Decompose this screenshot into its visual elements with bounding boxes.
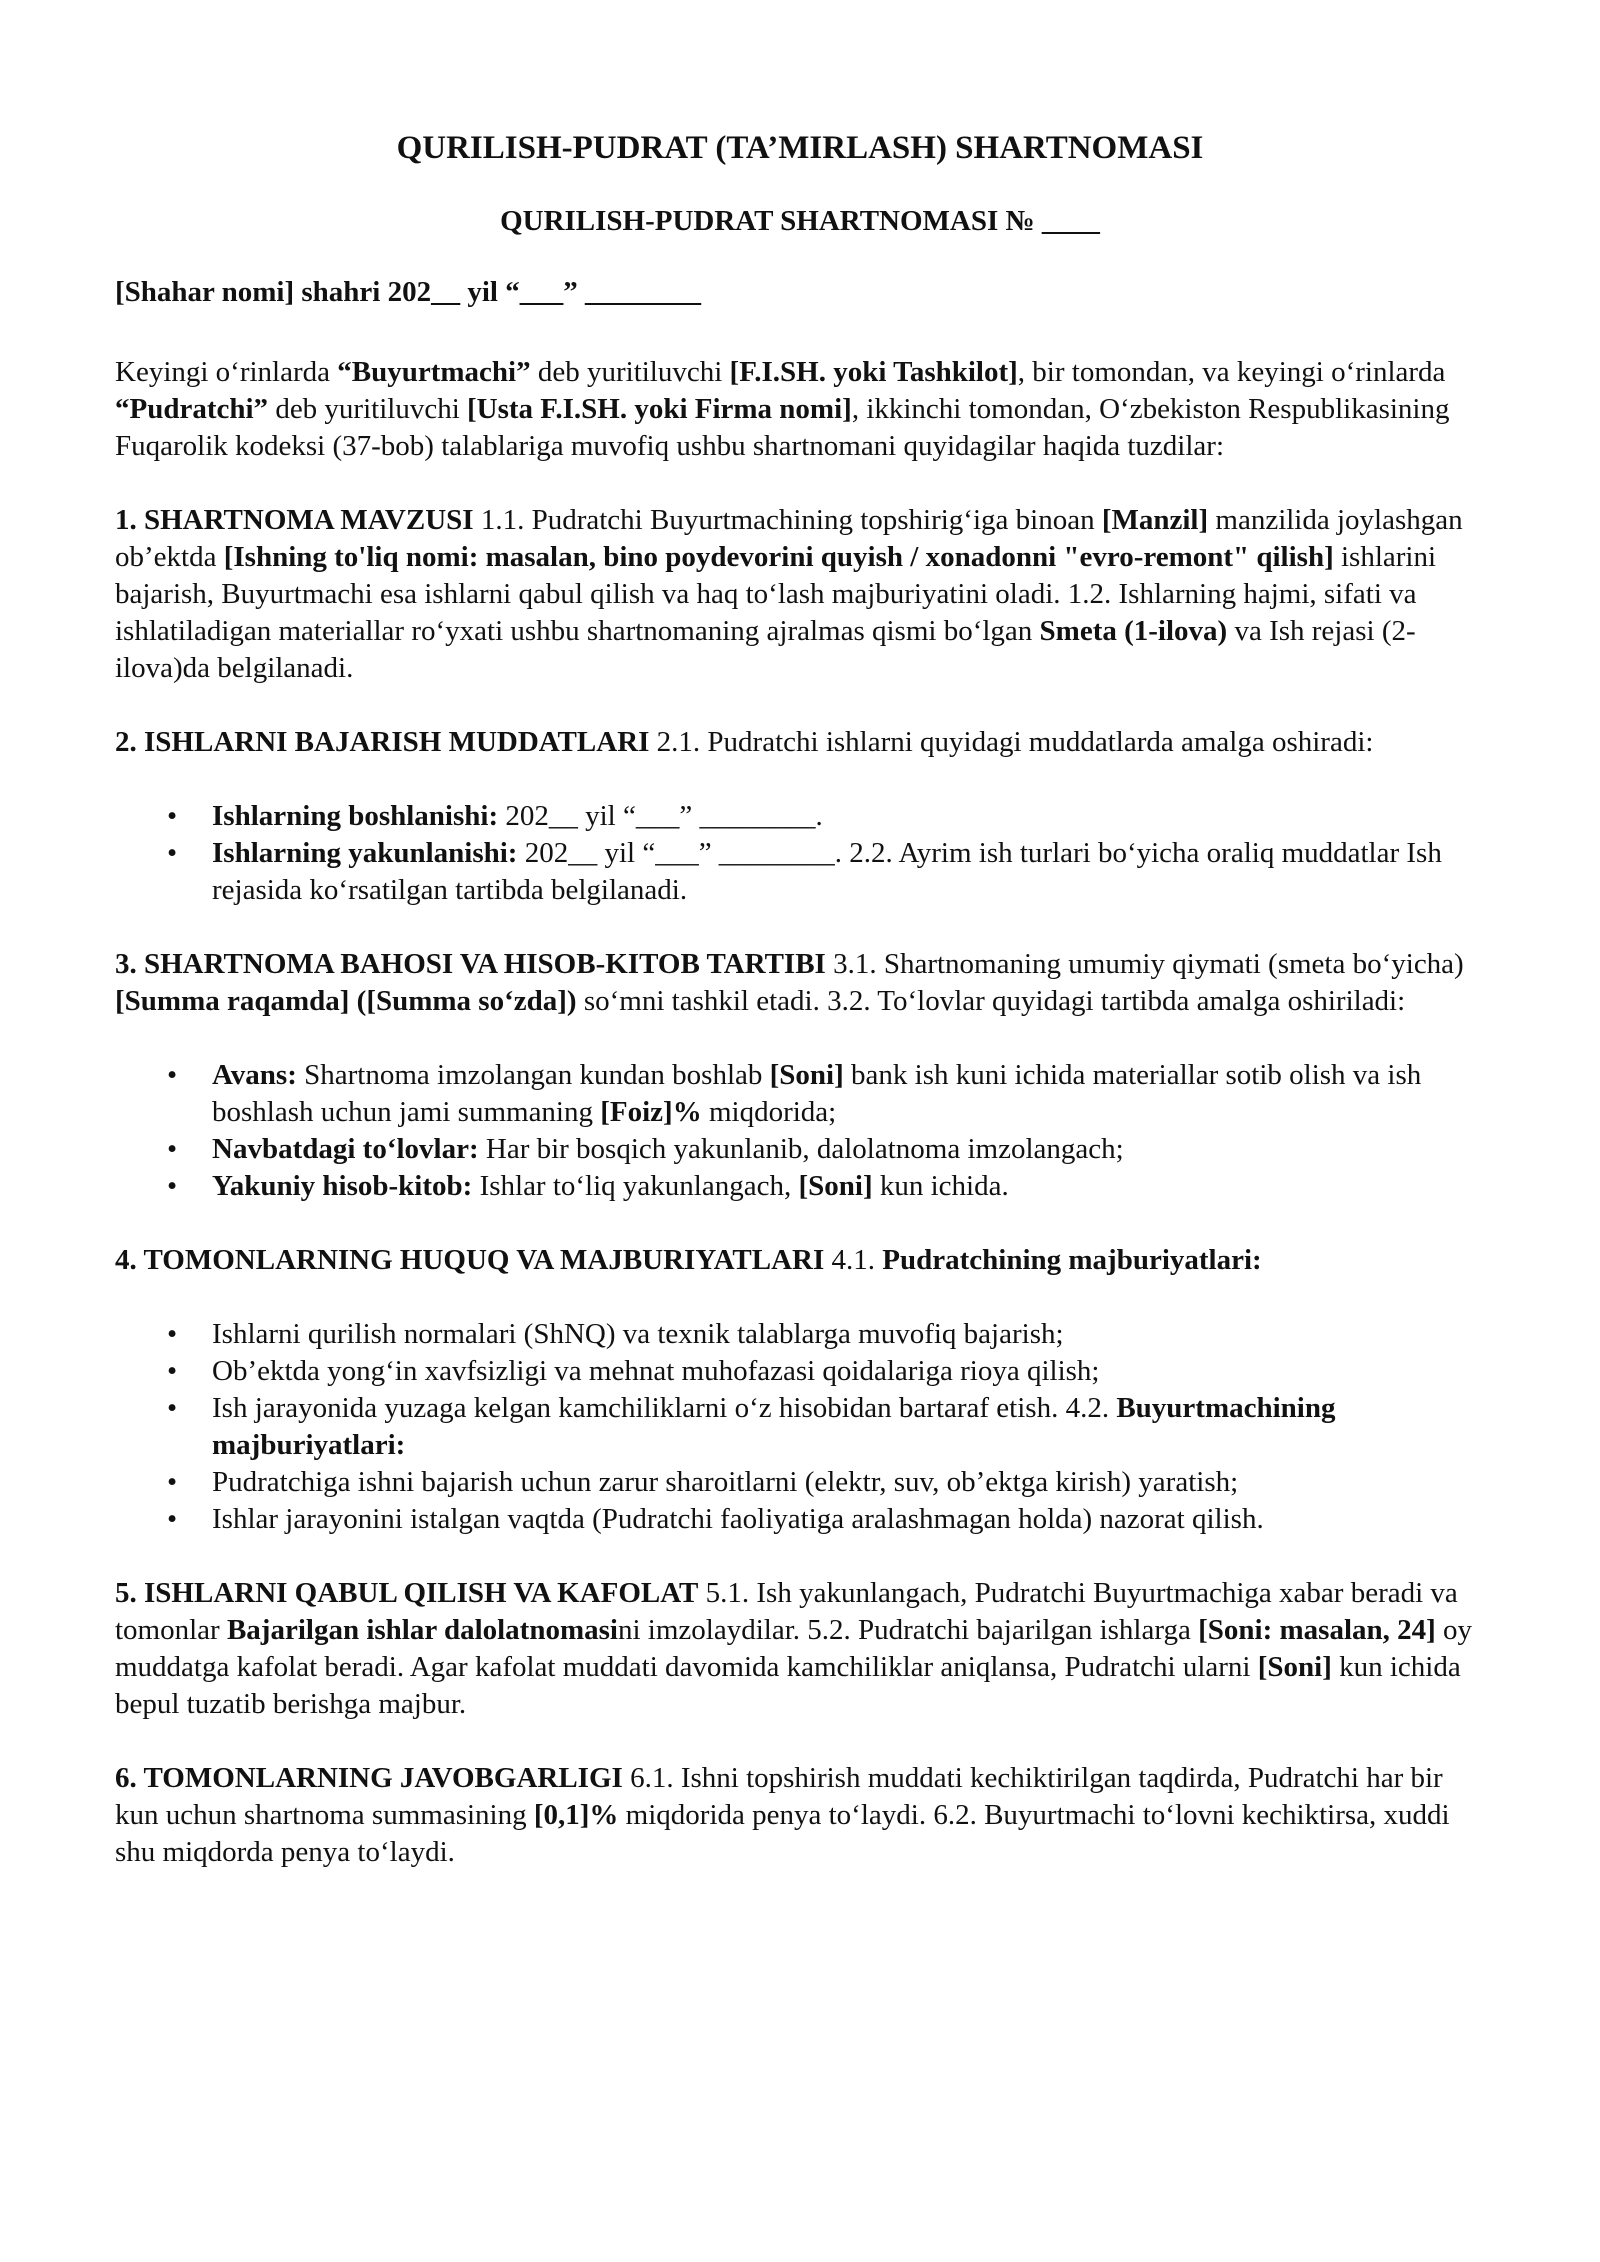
bold-text-run: 3. SHARTNOMA BAHOSI VA HISOB-KITOB TARTIBI [115, 948, 826, 980]
bold-text-run: [Ishning to'liq nomi: masalan, bino poydevorini quyish / xonadonni "evro-remont" qilish] [223, 541, 1334, 573]
text-run: 2.1. Pudratchi ishlarni quyidagi muddatlarda amalga oshiradi: [649, 726, 1374, 758]
text-run: 202__ yil “___” ________. 2.2. Ayrim ish turlari bo‘yicha oraliq muddatlar Ish rejasida ko‘rsatilgan tartibda belgilanadi. [212, 837, 1442, 906]
bold-text-run: “Pudratchi” [115, 393, 269, 425]
bold-text-run: [Manzil] [1101, 504, 1209, 536]
section-3-list [115, 1057, 1485, 1205]
bold-text-run: Pudratchining majburiyatlari: [882, 1244, 1262, 1276]
text-run: Ishlar to‘liq yakunlangach, [472, 1170, 799, 1202]
section-5-acceptance [115, 1575, 1485, 1723]
text-run: , bir tomondan, va keyingi o‘rinlarda [1017, 356, 1446, 388]
section-4-list [115, 1316, 1485, 1538]
list-item [212, 1057, 1485, 1131]
text-run: 6.1. Ishni topshirish muddati kechiktirilgan taqdirda, Pudratchi har bir kun uchun shartnoma summasining [115, 1762, 1443, 1831]
bold-text-run: 2. ISHLARNI BAJARISH MUDDATLARI [115, 726, 650, 758]
section-6-liability [115, 1760, 1485, 1871]
text-run: Ishlarni qurilish normalari (ShNQ) va texnik talablarga muvofiq bajarish; [212, 1318, 1064, 1350]
bold-text-run: 1. SHARTNOMA MAVZUSI [115, 504, 474, 536]
list-item [212, 1501, 1485, 1538]
bold-text-run: Ishlarning boshlanishi: [212, 800, 499, 832]
text-run: Har bir bosqich yakunlanib, dalolatnoma imzolangach; [478, 1133, 1124, 1165]
bold-text-run: Yakuniy hisob-kitob: [212, 1170, 473, 1202]
list-item [212, 1464, 1485, 1501]
section-2-deadlines [115, 724, 1485, 761]
text-run: miqdorida; [701, 1096, 837, 1128]
bold-text-run: [Soni] [798, 1170, 873, 1202]
place-date-line: [Shahar nomi] shahri 202__ yil “___” ________ [115, 276, 701, 308]
text-run: Keyingi o‘rinlarda [115, 356, 338, 388]
list-item [212, 1168, 1485, 1205]
document-title: QURILISH-PUDRAT (TA’MIRLASH) SHARTNOMASI [396, 130, 1204, 166]
bold-text-run: [Soni: masalan, 24] [1198, 1614, 1436, 1646]
text-run: Shartnoma imzolangan kundan boshlab [296, 1059, 770, 1091]
text-run: deb yuritiluvchi [530, 356, 730, 388]
text-run: oy muddatga kafolat beradi. Agar kafolat muddati davomida kamchiliklar aniqlansa, Pudratchi ularni [115, 1614, 1473, 1683]
text-run: 4.1. [824, 1244, 883, 1276]
bold-text-run: [Soni] [769, 1059, 844, 1091]
bold-text-run: 6. TOMONLARNING JAVOBGARLIGI [115, 1762, 623, 1794]
text-run: miqdorida penya to‘laydi. 6.2. Buyurtmachi to‘lovni kechiktirsa, xuddi shu miqdorda penya to‘laydi. [115, 1799, 1450, 1868]
section-2-list [115, 798, 1485, 909]
section-3-price [115, 946, 1485, 1020]
text-run: , ikkinchi tomondan, O‘zbekiston Respublikasining Fuqarolik kodeksi (37-bob) talablariga muvofiq ushbu shartnomani quyidagilar haqida tuzdilar: [115, 393, 1450, 462]
list-item [212, 798, 1485, 835]
text-run: bank ish kuni ichida materiallar sotib olish va ish boshlash uchun jami summaning [212, 1059, 1422, 1128]
bold-text-run: Bajarilgan ishlar dalolatnomasi [226, 1614, 618, 1646]
text-run: kun ichida. [872, 1170, 1009, 1202]
text-run: 1.1. Pudratchi Buyurtmachining topshirig‘iga binoan [473, 504, 1102, 536]
bold-text-run: Smeta (1-ilova) [1039, 615, 1228, 647]
list-item [212, 1353, 1485, 1390]
text-run: 202__ yil “___” ________. [498, 800, 823, 832]
list-item [212, 1316, 1485, 1353]
text-run: ishlarini bajarish, Buyurtmachi esa ishlarni qabul qilish va haq to‘lash majburiyatini oladi. 1.2. Ishlarning hajmi, sifati va ishlatiladigan materiallar ro‘yxati ushbu shartnomaning ajralmas qismi bo‘lgan [115, 541, 1437, 647]
text-run: 5.1. Ish yakunlangach, Pudratchi Buyurtmachiga xabar beradi va tomonlar [115, 1577, 1458, 1646]
intro-paragraph [115, 354, 1485, 465]
text-run: ni imzolaydilar. 5.2. Pudratchi bajarilgan ishlarga [617, 1614, 1199, 1646]
text-run: manzilida joylashgan ob’ektda [115, 504, 1463, 573]
bold-text-run: [Usta F.I.SH. yoki Firma nomi] [467, 393, 852, 425]
text-run: Ob’ektda yong‘in xavfsizligi va mehnat muhofazasi qoidalariga rioya qilish; [212, 1355, 1100, 1387]
contract-number-heading: QURILISH-PUDRAT SHARTNOMASI № ____ [500, 205, 1100, 237]
bold-text-run: [Foiz]% [600, 1096, 702, 1128]
bold-text-run: [Soni] [1257, 1651, 1332, 1683]
list-item [212, 1131, 1485, 1168]
text-run: Ishlar jarayonini istalgan vaqtda (Pudratchi faoliyatiga aralashmagan holda) nazorat qilish. [212, 1503, 1264, 1535]
list-item [212, 1390, 1485, 1464]
text-run: kun ichida bepul tuzatib berishga majbur. [115, 1651, 1461, 1720]
bold-text-run: Ishlarning yakunlanishi: [212, 837, 518, 869]
text-run: Pudratchiga ishni bajarish uchun zarur sharoitlarni (elektr, suv, ob’ektga kirish) yaratish; [212, 1466, 1239, 1498]
bold-text-run: [Summa raqamda] ([Summa so‘zda]) [115, 985, 577, 1017]
section-1-subject [115, 502, 1485, 687]
text-run: deb yuritiluvchi [268, 393, 467, 425]
bold-text-run: Navbatdagi to‘lovlar: [212, 1133, 479, 1165]
text-run: 3.1. Shartnomaning umumiy qiymati (smeta bo‘yicha) [825, 948, 1464, 980]
bold-text-run: [0,1]% [533, 1799, 619, 1831]
bold-text-run: Avans: [212, 1059, 297, 1091]
bold-text-run: 5. ISHLARNI QABUL QILISH VA KAFOLAT [115, 1577, 699, 1609]
bold-text-run: “Buyurtmachi” [337, 356, 531, 388]
text-run: so‘mni tashkil etadi. 3.2. To‘lovlar quyidagi tartibda amalga oshiriladi: [576, 985, 1406, 1017]
text-run: Ish jarayonida yuzaga kelgan kamchiliklarni o‘z hisobidan bartaraf etish. 4.2. [212, 1392, 1117, 1424]
bold-text-run: Buyurtmachining majburiyatlari: [212, 1392, 1336, 1461]
text-run: va Ish rejasi (2-ilova)da belgilanadi. [115, 615, 1416, 684]
list-item [212, 835, 1485, 909]
bold-text-run: [F.I.SH. yoki Tashkilot] [729, 356, 1018, 388]
section-4-obligations [115, 1242, 1485, 1279]
bold-text-run: 4. TOMONLARNING HUQUQ VA MAJBURIYATLARI [115, 1244, 825, 1276]
